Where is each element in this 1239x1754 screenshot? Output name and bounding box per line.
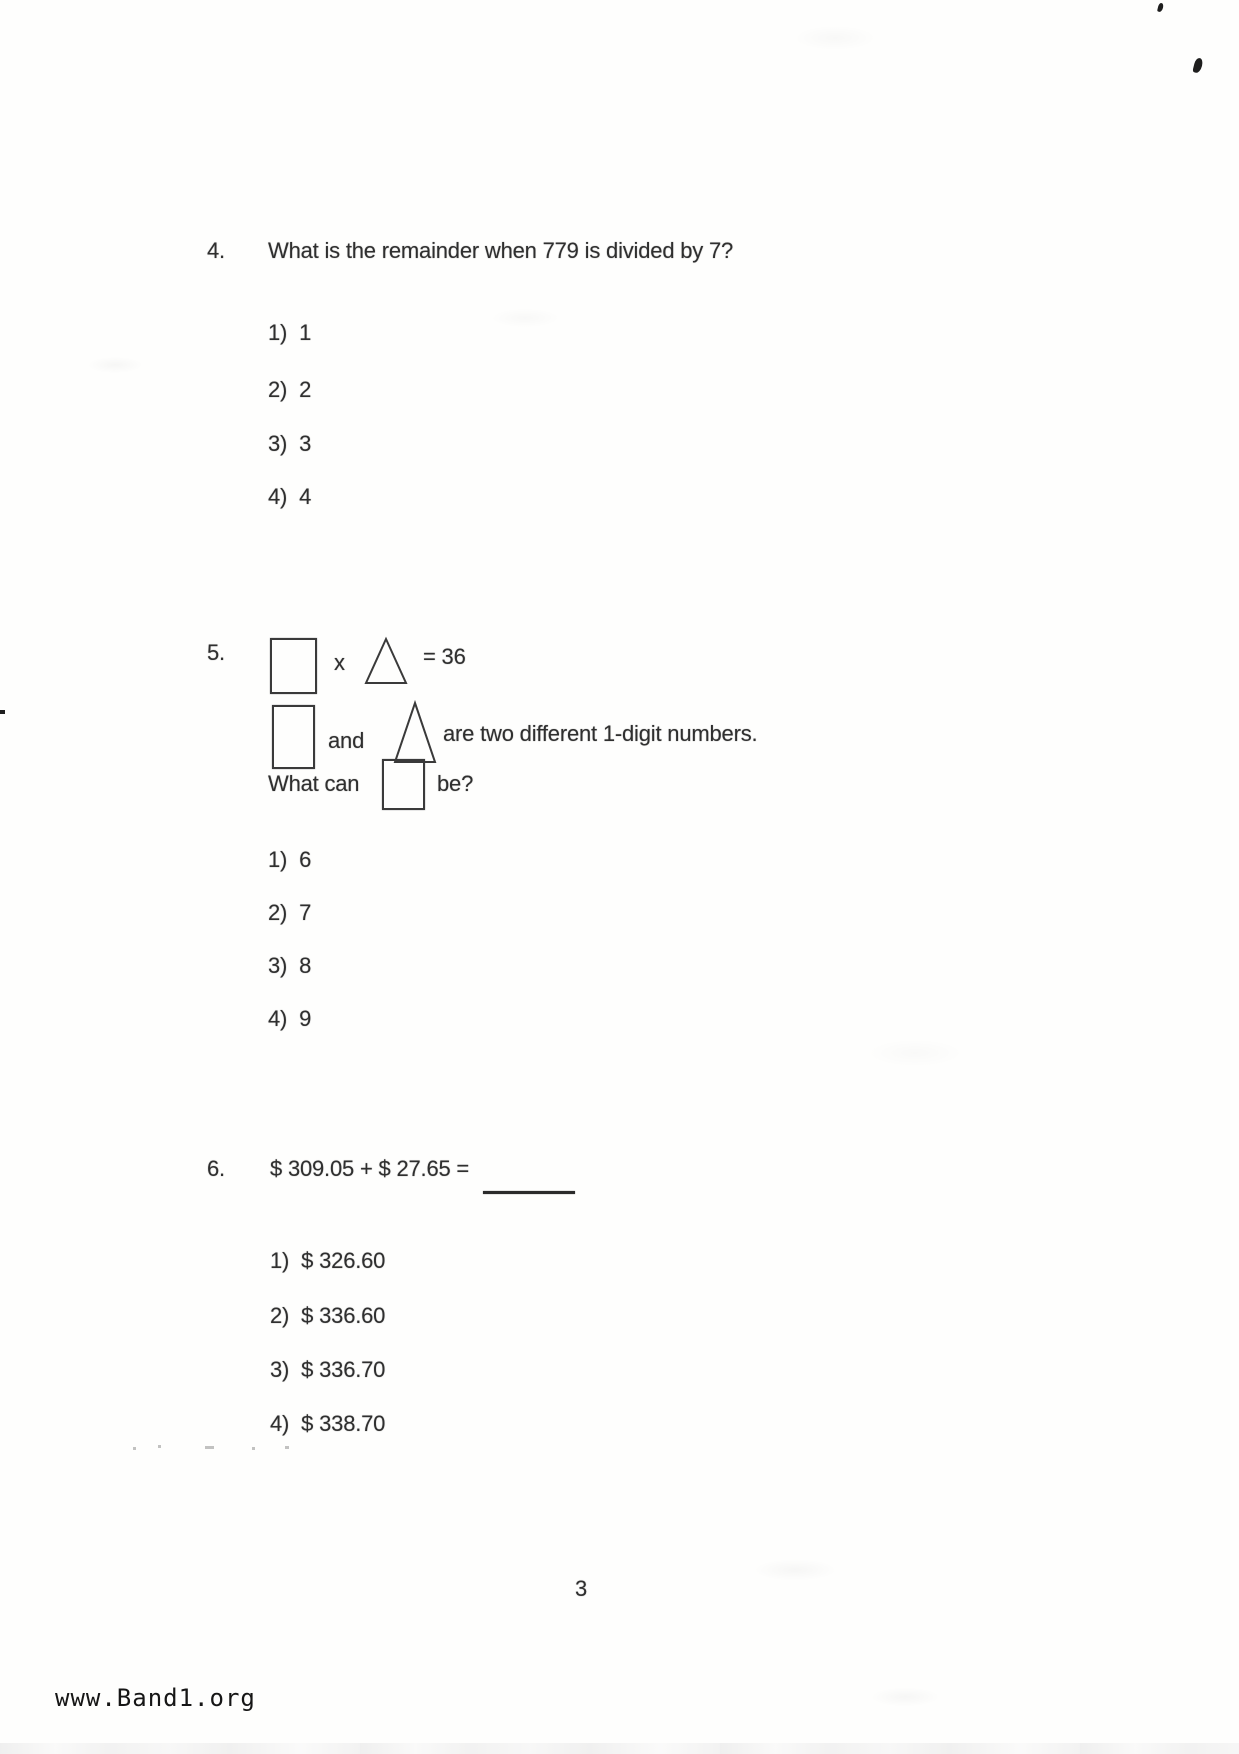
option-value: $ 336.60 <box>301 1303 386 1328</box>
option-label: 2) <box>268 377 288 402</box>
option-label: 4) <box>268 1006 288 1031</box>
option-label: 2) <box>270 1303 290 1328</box>
question-number: 5. <box>207 640 225 665</box>
question-expression: $ 309.05 + $ 27.65 = <box>270 1156 470 1181</box>
scan-speck <box>1157 3 1164 13</box>
triangle-shape <box>363 636 409 686</box>
option-value: 6 <box>299 847 312 872</box>
option-value: 9 <box>299 1006 312 1031</box>
answer-option <box>268 849 311 871</box>
scan-speck <box>1192 57 1203 73</box>
answer-option <box>268 322 311 344</box>
option-value: $ 326.60 <box>301 1248 386 1273</box>
option-value: 3 <box>299 431 312 456</box>
option-value: 8 <box>299 953 312 978</box>
answer-option <box>268 902 311 924</box>
scan-speck <box>285 1446 289 1449</box>
option-value: 7 <box>299 900 312 925</box>
option-value: 4 <box>299 484 312 509</box>
answer-option <box>270 1250 385 1272</box>
option-label: 2) <box>268 900 288 925</box>
condition-text: are two different 1-digit numbers. <box>443 721 758 746</box>
option-label: 1) <box>270 1248 290 1273</box>
option-label: 1) <box>268 847 288 872</box>
question-suffix: be? <box>437 771 474 796</box>
scan-speck <box>158 1445 161 1448</box>
option-label: 3) <box>268 431 288 456</box>
answer-option <box>268 1008 311 1030</box>
answer-option <box>268 379 311 401</box>
answer-option <box>270 1305 385 1327</box>
question-number: 4. <box>207 238 225 263</box>
scan-edge-band <box>0 1743 1239 1754</box>
square-shape <box>270 638 317 694</box>
answer-blank-line <box>483 1191 575 1194</box>
question-number: 6. <box>207 1156 225 1181</box>
option-label: 4) <box>270 1411 290 1436</box>
answer-option <box>270 1413 385 1435</box>
option-label: 4) <box>268 484 288 509</box>
option-value: $ 336.70 <box>301 1357 386 1382</box>
option-value: 2 <box>299 377 312 402</box>
square-shape <box>382 759 425 810</box>
option-label: 3) <box>268 953 288 978</box>
scan-speck <box>205 1446 214 1449</box>
answer-option <box>268 433 311 455</box>
option-label: 3) <box>270 1357 290 1382</box>
scan-speck <box>252 1447 255 1450</box>
scan-speck <box>0 710 5 714</box>
option-value: 1 <box>299 320 312 345</box>
equation-result: = 36 <box>423 644 466 669</box>
multiply-operator: x <box>334 650 345 675</box>
answer-option <box>270 1359 385 1381</box>
option-label: 1) <box>268 320 288 345</box>
page-number: 3 <box>575 1576 588 1601</box>
triangle-shape <box>392 700 438 766</box>
answer-option <box>268 486 311 508</box>
watermark-url: www.Band1.org <box>55 1684 256 1712</box>
and-label: and <box>328 728 365 753</box>
option-value: $ 338.70 <box>301 1411 386 1436</box>
question-prefix: What can <box>268 771 360 796</box>
question-text: What is the remainder when 779 is divided by 7? <box>268 238 734 263</box>
square-shape <box>272 705 315 769</box>
answer-option <box>268 955 311 977</box>
scan-speck <box>133 1447 136 1450</box>
